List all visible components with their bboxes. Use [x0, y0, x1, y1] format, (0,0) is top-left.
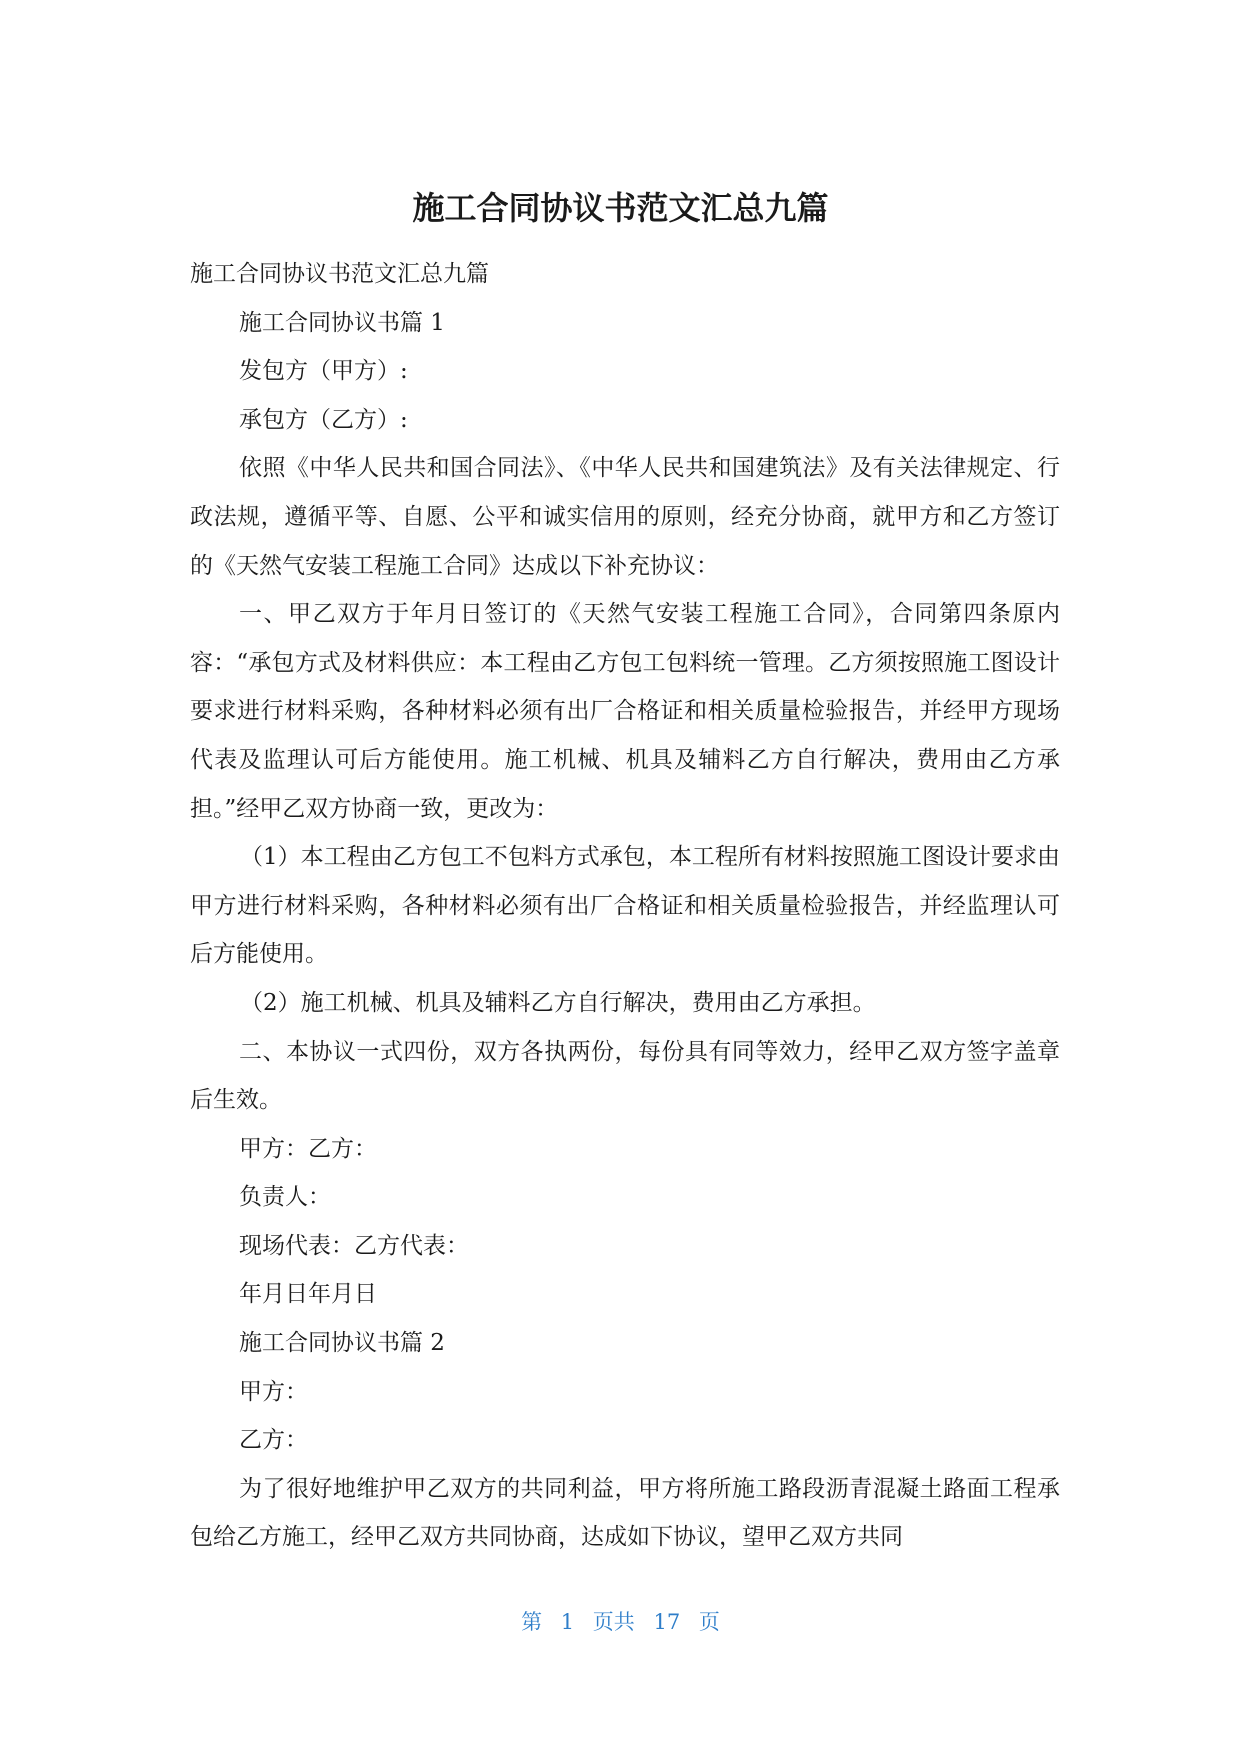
document-subtitle: 施工合同协议书范文汇总九篇 [190, 261, 489, 287]
signature-parties: 甲方：乙方： [239, 1135, 377, 1162]
page-title: 施工合同协议书范文汇总九篇 [412, 189, 829, 227]
signature-representatives: 现场代表：乙方代表： [239, 1232, 469, 1259]
party-a-line-2: 甲方： [239, 1378, 308, 1405]
page-number: 第 1 页共 17 页 [521, 1610, 720, 1634]
party-b-line: 承包方（乙方）: [239, 406, 408, 433]
section-heading-2: 施工合同协议书篇 2 [239, 1330, 445, 1357]
paragraph-item-2: （2）施工机械、机具及辅料乙方自行解决，费用由乙方承担。 [240, 989, 876, 1016]
signature-responsible: 负责人： [239, 1184, 331, 1211]
signature-dates: 年月日年月日 [239, 1281, 377, 1308]
paragraph-clause-2: 二、本协议一式四份，双方各执两份，每份具有同等效力，经甲乙双方签字盖章后生效。 [190, 1038, 1060, 1114]
section-heading-1: 施工合同协议书篇 1 [239, 309, 445, 336]
document-body [190, 250, 1060, 1562]
paragraph-intro-2: 为了很好地维护甲乙双方的共同利益，甲方将所施工路段沥青混凝土路面工程承包给乙方施工，经甲乙双方共同协商，达成如下协议，望甲乙双方共同 [190, 1475, 1060, 1551]
paragraph-clause-1: 一、甲乙双方于年月日签订的《天然气安装工程施工合同》，合同第四条原内容：“承包方式及材料供应：本工程由乙方包工包料统一管理。乙方须按照施工图设计要求进行材料采购，各种材料必须有出厂合格证和相关质量检验报告，并经甲方现场代表及监理认可后方能使用。施工机械、机具及辅料乙方自行解决，费用由乙方承担。”经甲乙双方协商一致，更改为： [190, 601, 1060, 822]
paragraph-item-1: （1）本工程由乙方包工不包料方式承包，本工程所有材料按照施工图设计要求由甲方进行材料采购，各种材料必须有出厂合格证和相关质量检验报告，并经监理认可后方能使用。 [190, 844, 1060, 968]
party-a-line: 发包方（甲方）: [239, 358, 408, 385]
paragraph-preamble: 依照《中华人民共和国合同法》、《中华人民共和国建筑法》及有关法律规定、行政法规，遵循平等、自愿、公平和诚实信用的原则，经充分协商，就甲方和乙方签订的《天然气安装工程施工合同》达成以下补充协议： [190, 455, 1060, 579]
party-b-line-2: 乙方： [239, 1427, 308, 1454]
